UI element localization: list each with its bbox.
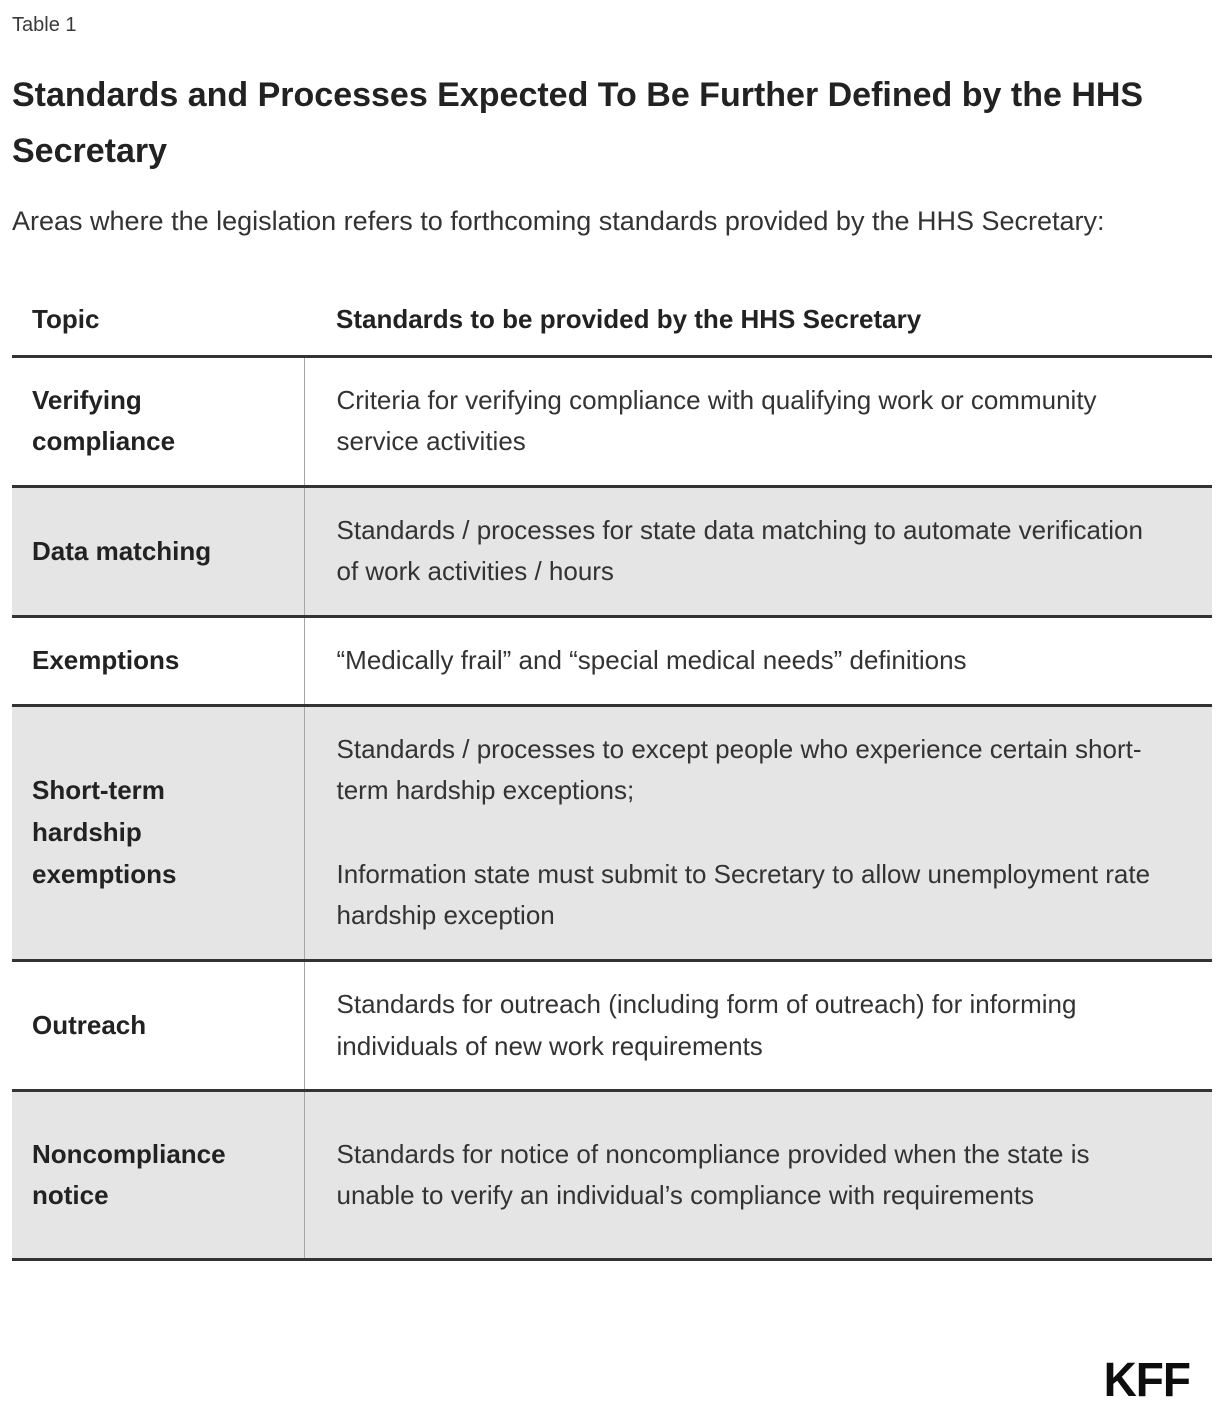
page-title: Standards and Processes Expected To Be Further Defined by the HHS Secretary <box>12 76 1144 171</box>
table-row <box>12 1091 1212 1260</box>
table-label: Table 1 <box>12 14 77 36</box>
standards-paragraph: Information state must submit to Secretary to allow unemployment rate hardship exception <box>336 858 1151 931</box>
standards-cell <box>304 486 1212 616</box>
standards-table <box>12 296 1212 1262</box>
topic-cell: Verifying compliance <box>32 384 176 457</box>
page-subtitle: Areas where the legislation refers to forthcoming standards provided by the HHS Secretary: <box>12 206 1105 237</box>
table-row <box>12 356 1212 486</box>
standards-cell <box>304 1091 1212 1260</box>
standards-paragraph: Standards for outreach (including form of outreach) for informing individuals of new work requirements <box>336 989 1077 1061</box>
table-row <box>12 617 1212 706</box>
topic-cell: Short-term hardship exemptions <box>32 775 177 889</box>
kff-logo: KFF <box>1103 1351 1190 1407</box>
topic-cell: Exemptions <box>32 645 180 676</box>
table-row <box>12 705 1212 960</box>
standards-paragraph: Standards / processes to except people who experience certain short-term hardship exceptions; <box>336 733 1142 806</box>
standards-cell <box>304 961 1212 1091</box>
standards-cell <box>304 356 1212 486</box>
standards-paragraph: “Medically frail” and “special medical needs” definitions <box>336 645 967 676</box>
table-header <box>12 296 1212 357</box>
logo-row <box>12 1352 1208 1418</box>
standards-paragraph: Standards for notice of noncompliance provided when the state is unable to verify an individual’s compliance with requirements <box>336 1138 1090 1211</box>
column-header-standards: Standards to be provided by the HHS Secretary <box>336 303 922 334</box>
standards-cell <box>304 617 1212 706</box>
table-body <box>12 356 1212 1260</box>
column-header-topic: Topic <box>32 303 100 334</box>
standards-cell <box>304 705 1212 960</box>
standards-paragraph: Standards / processes for state data matching to automate verification of work activities / hours <box>336 514 1143 587</box>
table-row <box>12 961 1212 1091</box>
table-header-row <box>12 296 1212 357</box>
topic-cell: Outreach <box>32 1009 147 1040</box>
topic-cell: Data matching <box>32 535 212 566</box>
table-row <box>12 486 1212 616</box>
topic-cell: Noncompliance notice <box>32 1138 226 1211</box>
standards-paragraph: Criteria for verifying compliance with qualifying work or community service activities <box>336 384 1097 457</box>
